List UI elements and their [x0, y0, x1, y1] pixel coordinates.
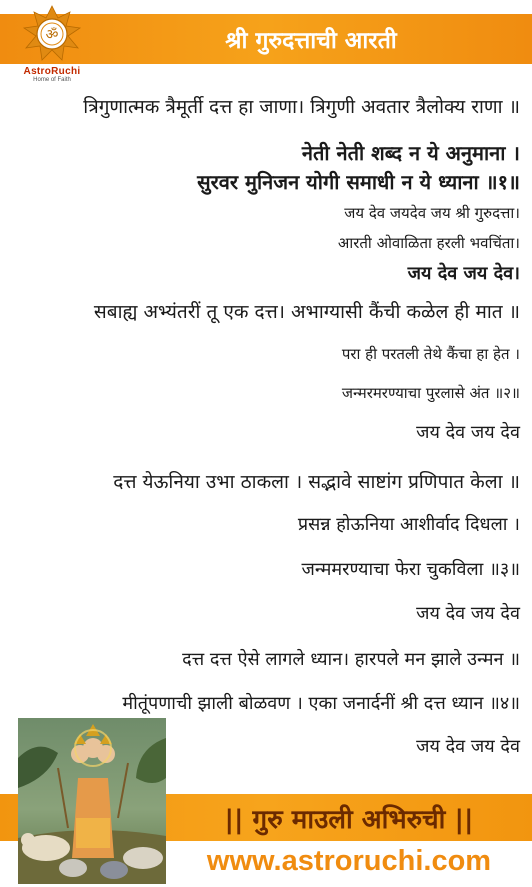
verse-line: मीतूंपणाची झाली बोळवण । एका जनार्दनीं श्री दत्त ध्यान ॥४॥: [122, 693, 520, 714]
verse-line: प्रसन्न होऊनिया आशीर्वाद दिधला ।: [297, 514, 520, 535]
brand-tagline: Home of Faith: [33, 77, 71, 83]
dattatreya-painting-icon: [18, 718, 166, 884]
verse-line: परा ही परतली तेथे कैंचा हा हेत ।: [341, 345, 520, 363]
verse-line: जय देव जय देव: [416, 603, 520, 624]
verse-line: जय देव जय देव।: [407, 263, 520, 284]
verse-line: जय देव जयदेव जय श्री गुरुदत्ता।: [344, 204, 520, 222]
svg-text:ॐ: ॐ: [45, 27, 59, 43]
verse-line: दत्त येऊनिया उभा ठाकला । सद्भावे साष्टांग प्रणिपात केला ॥: [113, 471, 520, 493]
verse-line: सबाह्य अभ्यंतरीं तू एक दत्त। अभाग्यासी कैंची कळेल ही मात ॥: [93, 301, 520, 323]
verse-line: नेती नेती शब्द न ये अनुमाना ।: [301, 141, 520, 165]
verse-line: जन्ममरण्याचा फेरा चुकविला ॥३॥: [301, 559, 520, 580]
brand-name: AstroRuchi: [23, 66, 81, 77]
footer-slogan: || गुरु माउली अभिरुची ||: [224, 804, 474, 835]
verse-line: जय देव जय देव: [416, 736, 520, 757]
verse-line: जन्मरमरण्याचा पुरलासे अंत ॥२॥: [341, 384, 520, 402]
verse-line: दत्त दत्त ऐसे लागले ध्यान। हारपले मन झाले उन्मन ॥: [182, 649, 520, 670]
verse-line: आरती ओवाळिता हरली भवचिंता।: [337, 234, 520, 252]
verse-line: जय देव जय देव: [416, 422, 520, 443]
website-link[interactable]: www.astroruchi.com: [206, 844, 492, 877]
verse-line: सुरवर मुनिजन योगी समाधी न ये ध्याना ॥१॥: [197, 170, 520, 194]
verse-line: त्रिगुणात्मक त्रैमूर्ती दत्त हा जाणा। त्रिगुणी अवतार त्रैलोक्य राणा ॥: [83, 96, 520, 118]
page-title: श्री गुरुदत्ताची आरती: [225, 28, 397, 54]
